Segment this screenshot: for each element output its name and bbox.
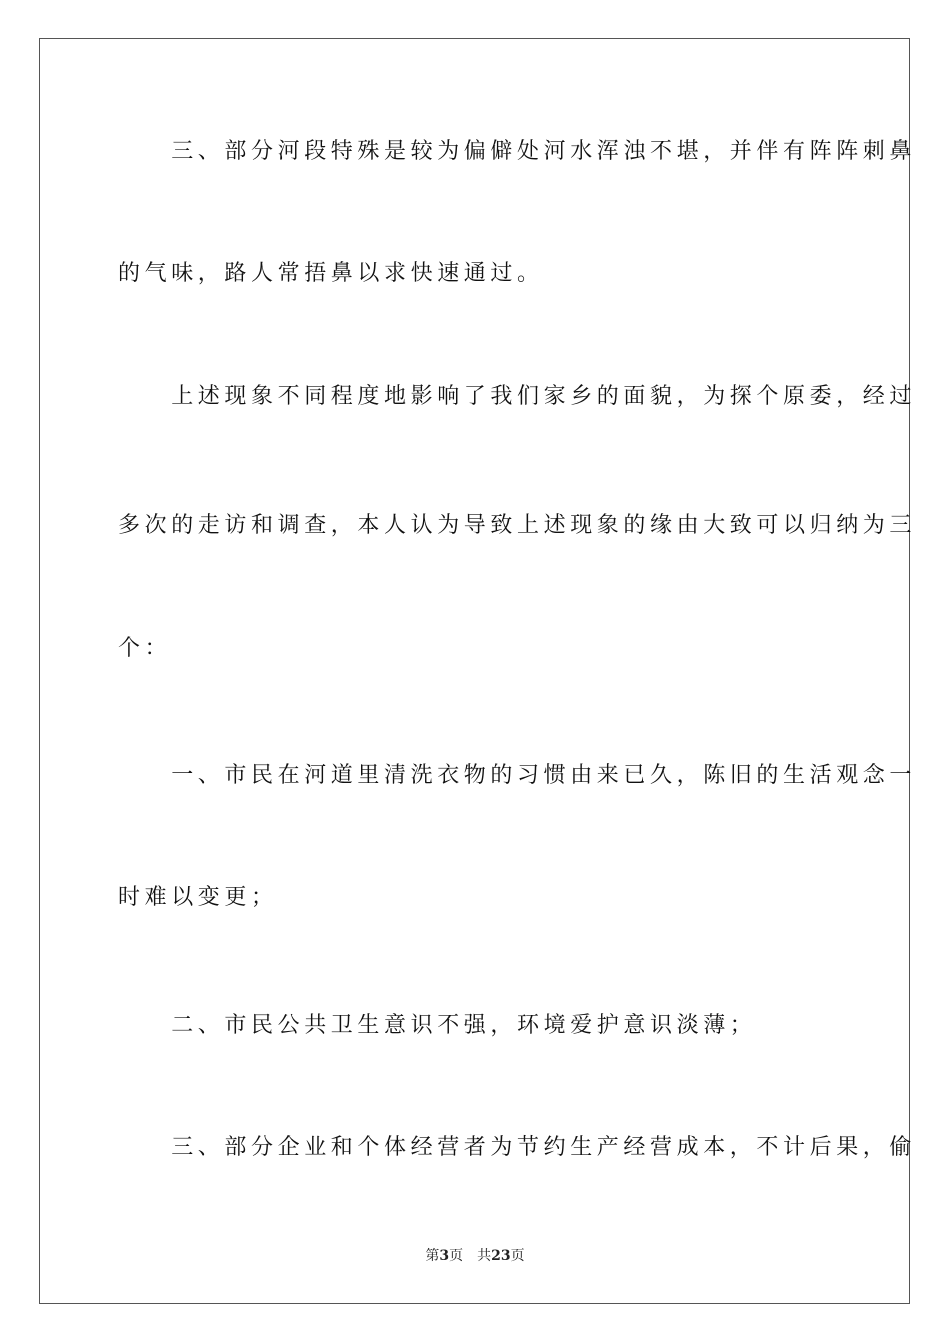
- text-line-8: 二、市民公共卫生意识不强，环境爱护意识淡薄；: [118, 1013, 757, 1038]
- footer-suffix: 页: [510, 1248, 525, 1264]
- text-line-2: 的气味，路人常捂鼻以求快速通过。: [118, 261, 544, 286]
- text-line-9: 三、部分企业和个体经营者为节约生产经营成本，不计后果，偷: [118, 1135, 917, 1160]
- page-footer: [0, 1246, 950, 1266]
- page-frame: [39, 38, 917, 1304]
- text-line-4: 多次的走访和调查，本人认为导致上述现象的缘由大致可以归纳为三: [118, 513, 917, 538]
- text-line-3: 上述现象不同程度地影响了我们家乡的面貌，为探个原委，经过: [118, 384, 917, 409]
- footer-total-pages: 23: [491, 1248, 511, 1264]
- footer-middle: 页 共: [449, 1248, 492, 1264]
- footer-page-number: 3: [439, 1248, 450, 1264]
- text-line-5: 个：: [118, 636, 172, 661]
- footer-prefix: 第: [425, 1248, 440, 1264]
- text-line-6: 一、市民在河道里清洗衣物的习惯由来已久，陈旧的生活观念一: [118, 763, 917, 788]
- text-line-7: 时难以变更；: [118, 885, 278, 910]
- text-line-1: 三、部分河段特殊是较为偏僻处河水浑浊不堪，并伴有阵阵刺鼻: [118, 139, 917, 164]
